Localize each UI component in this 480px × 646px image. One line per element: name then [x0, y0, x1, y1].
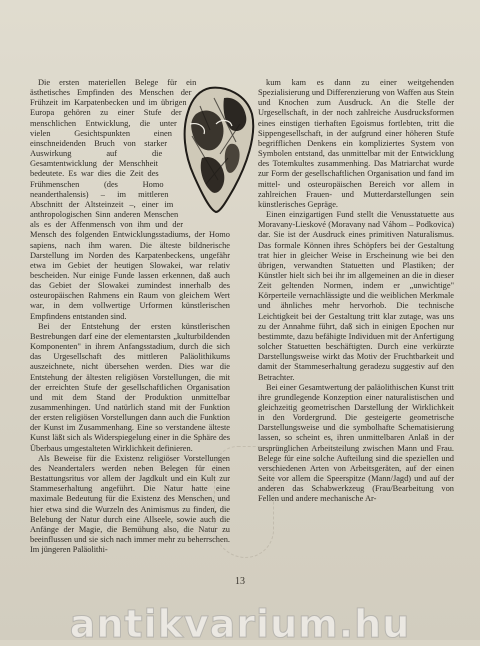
paragraph-left-3: Als Beweise für die Existenz religiöser Vorstellungen des Neandertalers werden neben Belegen für einen Bestattungsritus vor allem der Jagdkult und ein Kult zur Stammeserhaltung angeführt. Die Natur hatte eine maximale Bedeutung für die Existenz des Menschen, und hier etwa sind die Wurzeln des Animismus zu finden, die Belebung der Natur durch eine Allseele, sowie auch die Anfänge der Magie, die Bemühung also, die Natur zu beeinflussen und sie sich nach immer mehr zu beherrschen. Im jüngeren Paläolithi-	[30, 453, 230, 555]
watermark: antikvarium.hu	[69, 602, 411, 646]
faint-venus-outline	[214, 446, 274, 558]
right-text-column	[258, 78, 454, 618]
page-number: 13	[235, 576, 245, 587]
paragraph-right-2: Einen einzigartigen Fund stellt die Venusstatuette aus Moravany-Lieskové (Moravany nad Váhom – Podkovica) dar. Sie ist der Ausdruck eines primitiven Naturalismus. Das formale Können ihres Schöpfers bei der Gestaltung trat hier in gleicher Weise in Erscheinung wie bei den übrigen, verwandten Statuetten und Plastiken; der Künstler hielt sich bei ihr im allgemeinen an die in dieser Zeit geltenden Normen, indem er „unwichtige" Körperteile vernachlässigte und die weiblichen Merkmale und ähnliches mehr hervorhob. Die technische Leichtigkeit bei der Gestaltung tritt klar zutage, was uns zu der Annahme führt, daß sich in einigen Epochen nur bestimmte, dazu befähigte Individuen mit der Anfertigung solcher Statuetten beschäftigten. Durch eine verkürzte Darstellungsweise wirkt das Motiv der Fruchtbarkeit und damit der Stammeserhaltung geradezu suggestiv auf den Betrachter.	[258, 210, 454, 382]
paragraph-right-3: Bei einer Gesamtwertung der paläolithischen Kunst tritt ihre grundlegende Konzeption einer naturalistischen und gleichzeitig geometrischen Darstellung der Wirklichkeit in den Vordergrund. Die gesteigerte geometrische Darstellungsweise und die symbolhafte Schematisierung lassen, so scheint es, ihren unmittelbaren Anlaß in der ursprünglichen Arbeitsteilung zwischen Mann und Frau. Belege für eine solche Aufteilung sind die speziellen und verschiedenen Arten von Arbeitsgeräten, auf der einen Seite vor allem die Speerspitze (Mann/Jagd) und auf der anderen das Schabwerkzeug (Frau/Bearbeitung von Fellen und andere mechanische Ar-	[258, 382, 454, 504]
paragraph-left-1: Die ersten materiellen Belege für ein ästhetisches Empfinden des Menschen der Frühzeit im Karpatenbecken und im übrigen Europa gehören zu einer Stufe der menschlichen Entwicklung, die unter vielen Gesichtspunkten einen einschneidenden Bruch von starker Auswirkung auf die Gesamtentwicklung der Menschheit bedeutete. Es war dies die Zeit des Frühmenschen (des Homo neanderthalensis) – im mittleren Abschnitt der Altsteinzeit –, einer im anthropologischen Sinn anderen Menschen als es der Affenmensch von ihm und der Mensch des folgenden Entwicklungsstadiums, der Homo sapiens, nach ihm waren. Die älteste bildnerische Darstellung im Norden des Karpatenbeckens, ungefähr etwa im Gebiet der heutigen Slowakei, war relativ bescheiden. Nur einige Funde lassen erkennen, daß auch das Gebiet der Slowakei zumindest innerhalb des osteuropäischen Rahmens ein Raum von gleichem Wert war, in dem vollwertige Urformen künstlerischen Empfindens entstanden sind.	[30, 78, 230, 321]
paragraph-left-2: Bei der Entstehung der ersten künstlerischen Bestrebungen darf eine der elementarsten „kulturbildenden Komponenten" in ihrem Anfangsstadium, durch die sich das Urgesellschaft des mittleren Paläolithikums auszeichnete, nicht übersehen werden. Dies war die Entstehung der ältesten religiösen Vorstellungen, die mit der erreichten Stufe der gesellschaftlichen Organisation und mit dem Stand der Produktion unmittelbar zusammenhingen. Und natürlich stand mit der Funktion der ersten religiösen Vorstellungen dann auch die Funktion der Kunst im Zusammenhang. Eine so verstandene älteste Kunst läßt sich als Widerspiegelung einer in die Sphäre des Überbaus umgestalteten Wirklichkeit definieren.	[30, 321, 230, 453]
hand-axe-illustration-icon	[180, 84, 258, 216]
paragraph-right-1: kum kam es dann zu einer weitgehenden Spezialisierung und Differenzierung von Waffen aus Stein und Knochen zum Ausdruck. An die Stelle der Urgesellschaft, in der noch zahlreiche Ausdrucksformen eines einstigen tierhaften Egoismus fortlebten, tritt die Sippengesellschaft, in der aufgrund einer höheren Stufe begrifflichen Denkens ein kompliziertes System von Symbolen entstand, das unmittelbar mit der Entwicklung des Totemkultes zusammenhing. Das Matriarchat wurde zur Form der gesellschaftlichen Organisation und fand im mittel- und osteuropäischen Bereich vor allem in zahlreichen Frauen- und Mutterdarstellungen sein künstlerisches Gepräge.	[258, 78, 454, 209]
